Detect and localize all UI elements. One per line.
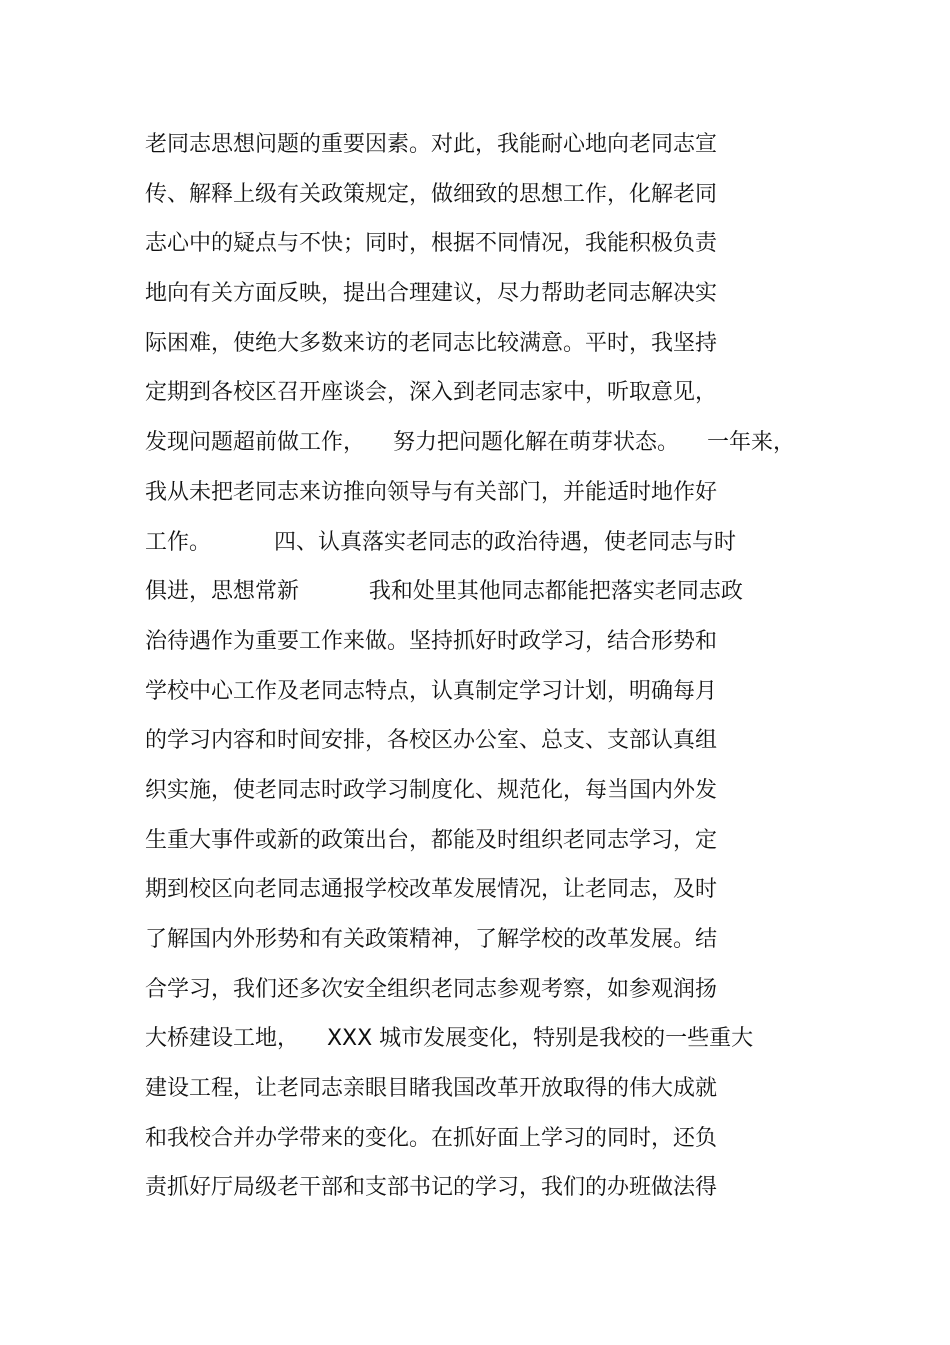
text-line: 合学习，我们还多次安全组织老同志参观考察，如参观润扬 (145, 976, 718, 1002)
text-line: 际困难，使绝大多数来访的老同志比较满意。平时，我坚持 (145, 330, 718, 356)
text-line: 学校中心工作及老同志特点，认真制定学习计划，明确每月 (145, 678, 718, 704)
text-line: 织实施，使老同志时政学习制度化、规范化，每当国内外发 (145, 777, 718, 803)
text-line: 工作。 四、认真落实老同志的政治待遇，使老同志与时 (145, 529, 736, 555)
text-line: 我从未把老同志来访推向领导与有关部门，并能适时地作好 (145, 479, 718, 505)
text-line: 定期到各校区召开座谈会，深入到老同志家中，听取意见， (145, 380, 718, 406)
text-line: 志心中的疑点与不快；同时，根据不同情况，我能积极负责 (145, 231, 718, 257)
text-line: 地向有关方面反映，提出合理建议，尽力帮助老同志解决实 (145, 281, 718, 307)
text-line: 的学习内容和时间安排，各校区办公室、总支、支部认真组 (145, 728, 718, 754)
text-line: 和我校合并办学带来的变化。在抓好面上学习的同时，还负 (145, 1125, 718, 1151)
text-line: 建设工程，让老同志亲眼目睹我国改革开放取得的伟大成就 (145, 1076, 718, 1102)
document-body (145, 120, 845, 1213)
text-line: 俱进，思想常新 我和处里其他同志都能把落实老同志政 (145, 579, 743, 605)
text-line: 大桥建设工地， XXX 城市发展变化，特别是我校的一些重大 (145, 1026, 754, 1052)
text-line: 发现问题超前做工作， 努力把问题化解在萌芽状态。 一年来， (145, 430, 795, 456)
text-line: 了解国内外形势和有关政策精神，了解学校的改革发展。结 (145, 927, 718, 952)
text-line: 治待遇作为重要工作来做。坚持抓好时政学习，结合形势和 (145, 628, 718, 654)
text-line: 老同志思想问题的重要因素。对此，我能耐心地向老同志宣 (145, 132, 718, 157)
text-line: 传、解释上级有关政策规定，做细致的思想工作，化解老同 (145, 181, 718, 207)
text-line: 生重大事件或新的政策出台，都能及时组织老同志学习，定 (145, 827, 718, 853)
text-line: 责抓好厅局级老干部和支部书记的学习，我们的办班做法得 (145, 1175, 718, 1201)
text-line: 期到校区向老同志通报学校改革发展情况，让老同志，及时 (145, 877, 718, 903)
